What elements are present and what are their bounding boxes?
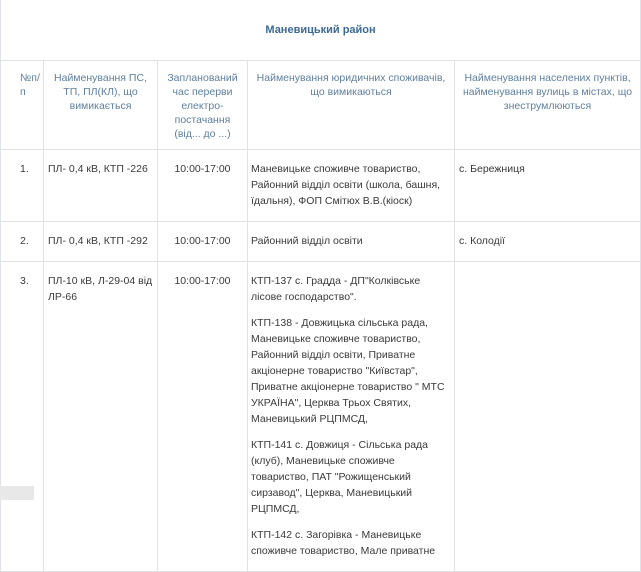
- consumer-entry: КТП-137 с. Градда - ДП"Колківське лісове господарство".: [251, 275, 421, 303]
- row-time: 10:00-17:00: [158, 262, 248, 572]
- row-num: 3.: [1, 262, 44, 572]
- row-settlements: [455, 262, 641, 572]
- scroll-corner: [0, 486, 34, 500]
- consumer-entry: КТП-141 с. Довжиця - Сільська рада (клуб), Маневицьке споживче товариство, ПАТ "Рожищенський сирзавод", Церква, Маневицький РЦПМСД,: [251, 439, 429, 515]
- consumer-entry: Маневицьке споживче товариство, Районний відділ освіти (школа, башня, їдальня), ФОП Смітюх В.В.(кіоск): [251, 163, 441, 207]
- title-row: [1, 0, 641, 61]
- consumer-entry: КТП-138 - Довжицька сільська рада, Маневицьке споживче товариство, Районний відділ освіти, Приватне акціонерне товариство "Київстар", Приватне акціонерне товариство " МТС УКРАЇНА", Церква Трьох Святих, Маневицький РЦПМСД,: [251, 317, 445, 425]
- district-title: Маневицький район: [1, 0, 641, 61]
- row-consumers: [248, 222, 455, 262]
- header-time: Запланований час перерви електро-постачання (від... до ...): [158, 61, 248, 150]
- row-settlements: с. Колодії: [455, 222, 641, 262]
- row-time: 10:00-17:00: [158, 150, 248, 222]
- row-num: 1.: [1, 150, 44, 222]
- header-row: [1, 61, 641, 150]
- row-num: 2.: [1, 222, 44, 262]
- row-consumers: [248, 262, 455, 572]
- row-line: ПЛ-10 кВ, Л-29-04 від ЛР-66: [44, 262, 158, 572]
- row-time: 10:00-17:00: [158, 222, 248, 262]
- table-row: [1, 150, 641, 222]
- table-row: [1, 222, 641, 262]
- row-line: ПЛ- 0,4 кВ, КТП -226: [44, 150, 158, 222]
- consumer-entry: КТП-142 с. Загорівка - Маневицьке споживче товариство, Мале приватне: [251, 529, 436, 557]
- consumer-entry: Районний відділ освіти: [251, 235, 363, 247]
- header-consumers: Найменування юридичних споживачів, що вимикаються: [248, 61, 455, 150]
- header-num: №п/п: [1, 61, 44, 150]
- header-line: Найменування ПС, ТП, ПЛ(КЛ), що вимикається: [44, 61, 158, 150]
- row-settlements: с. Бережниця: [455, 150, 641, 222]
- row-line: ПЛ- 0,4 кВ, КТП -292: [44, 222, 158, 262]
- table-row: [1, 262, 641, 572]
- row-consumers: [248, 150, 455, 222]
- header-settlements: Найменування населених пунктів, найменування вулиць в містах, що знеструмлюються: [455, 61, 641, 150]
